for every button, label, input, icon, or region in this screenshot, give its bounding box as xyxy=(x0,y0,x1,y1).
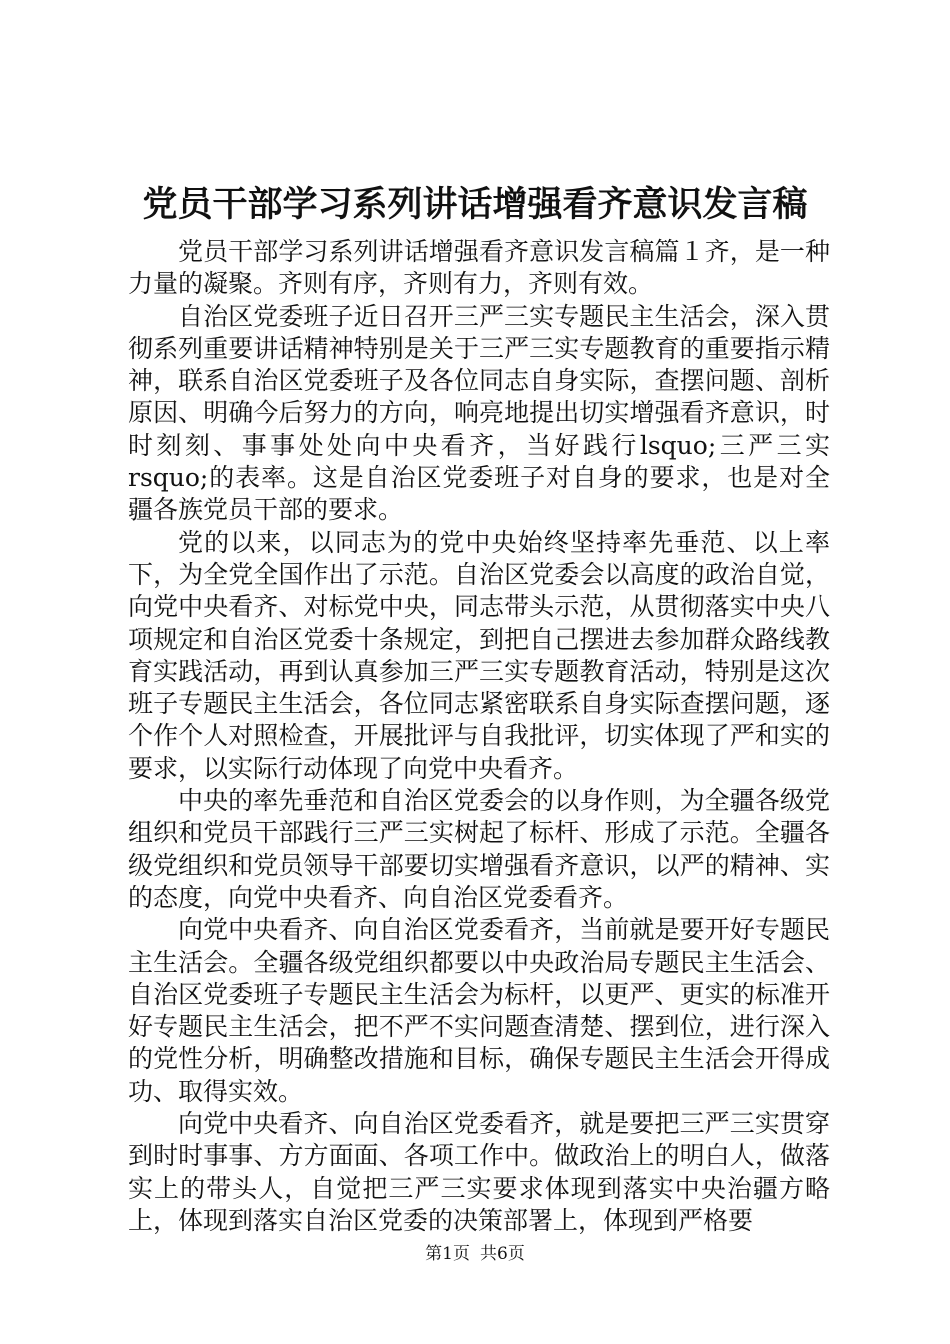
page-footer xyxy=(0,1243,950,1265)
paragraph: 党员干部学习系列讲话增强看齐意识发言稿篇１齐，是一种力量的凝聚。齐则有序，齐则有力，齐则有效。 xyxy=(128,237,830,299)
document-body xyxy=(128,236,830,1237)
paragraph: 自治区党委班子近日召开三严三实专题民主生活会，深入贯彻系列重要讲话精神特别是关于三严三实专题教育的重要指示精神，联系自治区党委班子及各位同志自身实际，查摆问题、剖析原因、明确今后努力的方向，响亮地提出切实增强看齐意识，时时刻刻、事事处处向中央看齐，当好践行lsquo;三严三实rsquo;的表率。这是自治区党委班子对自身的要求，也是对全疆各族党员干部的要求。 xyxy=(128,301,830,525)
paragraph: 向党中央看齐、向自治区党委看齐，当前就是要开好专题民主生活会。全疆各级党组织都要以中央政治局专题民主生活会、自治区党委班子专题民主生活会为标杆，以更严、更实的标准开好专题民主生活会，把不严不实问题查清楚、摆到位，进行深入的党性分析，明确整改措施和目标，确保专题民主生活会开得成功、取得实效。 xyxy=(128,915,830,1106)
page-number: 第1页 xyxy=(425,1244,470,1264)
paragraph: 党的以来，以同志为的党中央始终坚持率先垂范、以上率下，为全党全国作出了示范。自治区党委会以高度的政治自觉，向党中央看齐、对标党中央，同志带头示范，从贯彻落实中央八项规定和自治区党委十条规定，到把自己摆进去参加群众路线教育实践活动，再到认真参加三严三实专题教育活动，特别是这次班子专题民主生活会，各位同志紧密联系自身实际查摆问题，逐个作个人对照检查，开展批评与自我批评，切实体现了严和实的要求，以实际行动体现了向党中央看齐。 xyxy=(128,527,830,783)
paragraph: 中央的率先垂范和自治区党委会的以身作则，为全疆各级党组织和党员干部践行三严三实树起了标杆、形成了示范。全疆各级党组织和党员领导干部要切实增强看齐意识，以严的精神、实的态度，向党中央看齐、向自治区党委看齐。 xyxy=(128,786,830,912)
document-title: 党员干部学习系列讲话增强看齐意识发言稿 xyxy=(142,185,808,225)
page-total: 共6页 xyxy=(480,1244,525,1264)
paragraph: 向党中央看齐、向自治区党委看齐，就是要把三严三实贯穿到时时事事、方方面面、各项工作中。做政治上的明白人，做落实上的带头人，自觉把三严三实要求体现到落实中央治疆方略上，体现到落实自治区党委的决策部署上，体现到严格要 xyxy=(128,1109,830,1235)
